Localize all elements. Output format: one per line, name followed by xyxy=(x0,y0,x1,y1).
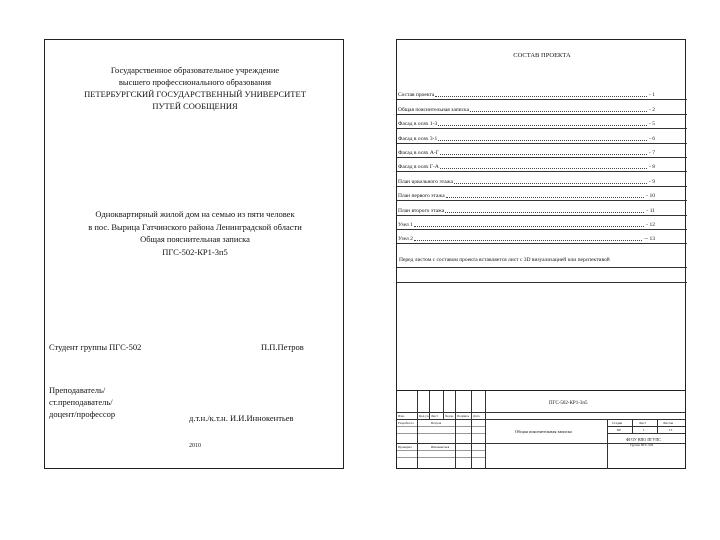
contents-row xyxy=(397,187,687,201)
contents-item-page: - 6 xyxy=(649,135,655,142)
project-line: Общая пояснительная записка xyxy=(140,234,250,244)
contents-item-label: Фасад в осях Г-А xyxy=(398,164,439,171)
contents-row xyxy=(397,86,687,100)
contents-row xyxy=(397,158,687,172)
stamp-doc-title: Общая пояснительная записка xyxy=(515,429,572,434)
contents-item-label: Фасад в осях А-Г xyxy=(398,149,439,156)
contents-leader-dots xyxy=(470,111,647,112)
teacher-line: ст.преподаватель/ xyxy=(49,397,113,407)
stamp-line xyxy=(397,450,485,451)
student-label: Студент группы ПГС-502 xyxy=(49,342,142,352)
stamp-developer-name: Петров xyxy=(431,421,442,425)
contents-row xyxy=(397,216,687,230)
stamp-col-header: Дата xyxy=(473,414,480,418)
contents-leader-dots xyxy=(440,168,647,169)
stamp-line xyxy=(607,426,685,427)
institution-line: ПУТЕЙ СООБЩЕНИЯ xyxy=(152,101,238,111)
teacher-line: Преподаватель/ xyxy=(49,385,106,395)
contents-row xyxy=(397,144,687,158)
contents-leader-dots xyxy=(414,240,642,241)
contents-title: СОСТАВ ПРОЕКТА xyxy=(513,52,571,59)
contents-item-label: План первого этажа xyxy=(398,193,445,200)
contents-list xyxy=(397,86,687,244)
stamp-line xyxy=(397,426,485,427)
stamp-developed-label: Разработал xyxy=(398,421,414,425)
contents-item-page: - 7 xyxy=(649,149,655,156)
contents-item-page: - 5 xyxy=(649,121,655,128)
contents-item-label: План второго этажа xyxy=(398,207,445,214)
stamp-sheet-label: Лист xyxy=(639,421,646,425)
stamp-stage-value: КР xyxy=(617,428,622,432)
stamp-sheets-label: Листов xyxy=(663,421,674,425)
contents-item-label: План цокольного этажа xyxy=(398,178,453,185)
contents-row xyxy=(397,230,687,244)
contents-item-label: Узел 2 xyxy=(398,236,413,243)
contents-item-page: - 2 xyxy=(649,106,655,113)
contents-row xyxy=(397,201,687,215)
contents-item-page: - 10 xyxy=(646,193,655,200)
contents-item-page: - 11 xyxy=(646,207,655,214)
stamp-col-header: Кол.уч. xyxy=(419,414,430,418)
contents-item-label: Общая пояснительная записка xyxy=(398,106,470,113)
contents-leader-dots xyxy=(445,212,644,213)
contents-item-page: -- 13 xyxy=(644,236,655,243)
title-block xyxy=(397,390,685,469)
stamp-line xyxy=(607,433,685,434)
stamp-line xyxy=(485,391,486,469)
contents-item-label: Узел 1 xyxy=(398,221,413,228)
stamp-line xyxy=(397,419,685,420)
contents-item-page: - 8 xyxy=(649,164,655,171)
project-line: ПГС-502-КР1-3п5 xyxy=(162,246,228,257)
teacher-line: доцент/профессор xyxy=(49,409,116,419)
stamp-code: ПГС-502-КР1-3п5 xyxy=(549,401,588,406)
contents-leader-dots xyxy=(440,154,647,155)
contents-item-page: - 1 xyxy=(649,92,655,99)
stamp-checker-name: Иннокентьев xyxy=(431,445,450,449)
stamp-sheet-value: 1 xyxy=(643,428,645,432)
institution-line: ПЕТЕРБУРГСКИЙ ГОСУДАРСТВЕННЫЙ УНИВЕРСИТЕТ xyxy=(84,89,306,99)
title-page-sheet xyxy=(44,39,344,469)
stamp-line xyxy=(397,457,485,458)
teacher-label xyxy=(49,384,115,420)
project-line: в пос. Вырица Гатчинского района Ленинградской области xyxy=(88,221,302,232)
stamp-col-header: Лист xyxy=(431,414,438,418)
contents-item-label: Состав проекта xyxy=(398,92,435,99)
stamp-col-header: Подпись xyxy=(457,414,470,418)
project-title xyxy=(45,208,345,258)
contents-leader-dots xyxy=(435,96,647,97)
contents-leader-dots xyxy=(446,197,644,198)
contents-page-sheet xyxy=(396,39,686,469)
contents-item-label: Фасад в осях 1-3 xyxy=(398,121,438,128)
stamp-stage-label: Стадия xyxy=(612,421,623,425)
stamp-line xyxy=(397,412,685,413)
stamp-line xyxy=(443,391,444,419)
contents-row xyxy=(397,172,687,186)
stamp-col-header: Изм. xyxy=(398,414,405,418)
contents-row xyxy=(397,115,687,129)
contents-item-page: - 9 xyxy=(649,178,655,185)
stamp-organization: ФГОУ ВПО ПГУПС xyxy=(626,437,661,442)
stamp-col-header: №док. xyxy=(445,414,454,418)
institution-line: высшего профессионального образования xyxy=(118,77,272,87)
institution-line: Государственное образовательное учреждение xyxy=(110,65,280,75)
contents-row xyxy=(397,129,687,143)
note-text: Перед листом с составом проекта вставляется лист с 3D визуализацией или перспективой xyxy=(399,257,610,263)
contents-item-label: Фасад в осях 3-1 xyxy=(398,135,438,142)
contents-leader-dots xyxy=(438,140,647,141)
student-name: П.П.Петров xyxy=(261,342,304,352)
contents-leader-dots xyxy=(454,183,647,184)
stamp-line xyxy=(397,433,485,434)
contents-leader-dots xyxy=(414,226,644,227)
year: 2010 xyxy=(189,443,201,449)
stamp-sheets-value: 13 xyxy=(669,428,673,432)
note-underline xyxy=(397,282,687,283)
stamp-checked-label: Проверил xyxy=(398,445,412,449)
contents-item-page: - 12 xyxy=(646,221,655,228)
project-line: Одноквартирный жилой дом на семью из пяти человек xyxy=(95,209,295,219)
stamp-group: Группа ПГС-502 xyxy=(630,443,654,447)
contents-leader-dots xyxy=(438,125,647,126)
teacher-name: д.т.н./к.т.н. И.И.Иннокентьев xyxy=(189,413,294,423)
contents-row xyxy=(397,100,687,114)
institution-name xyxy=(45,64,345,112)
note-underline xyxy=(397,267,687,268)
